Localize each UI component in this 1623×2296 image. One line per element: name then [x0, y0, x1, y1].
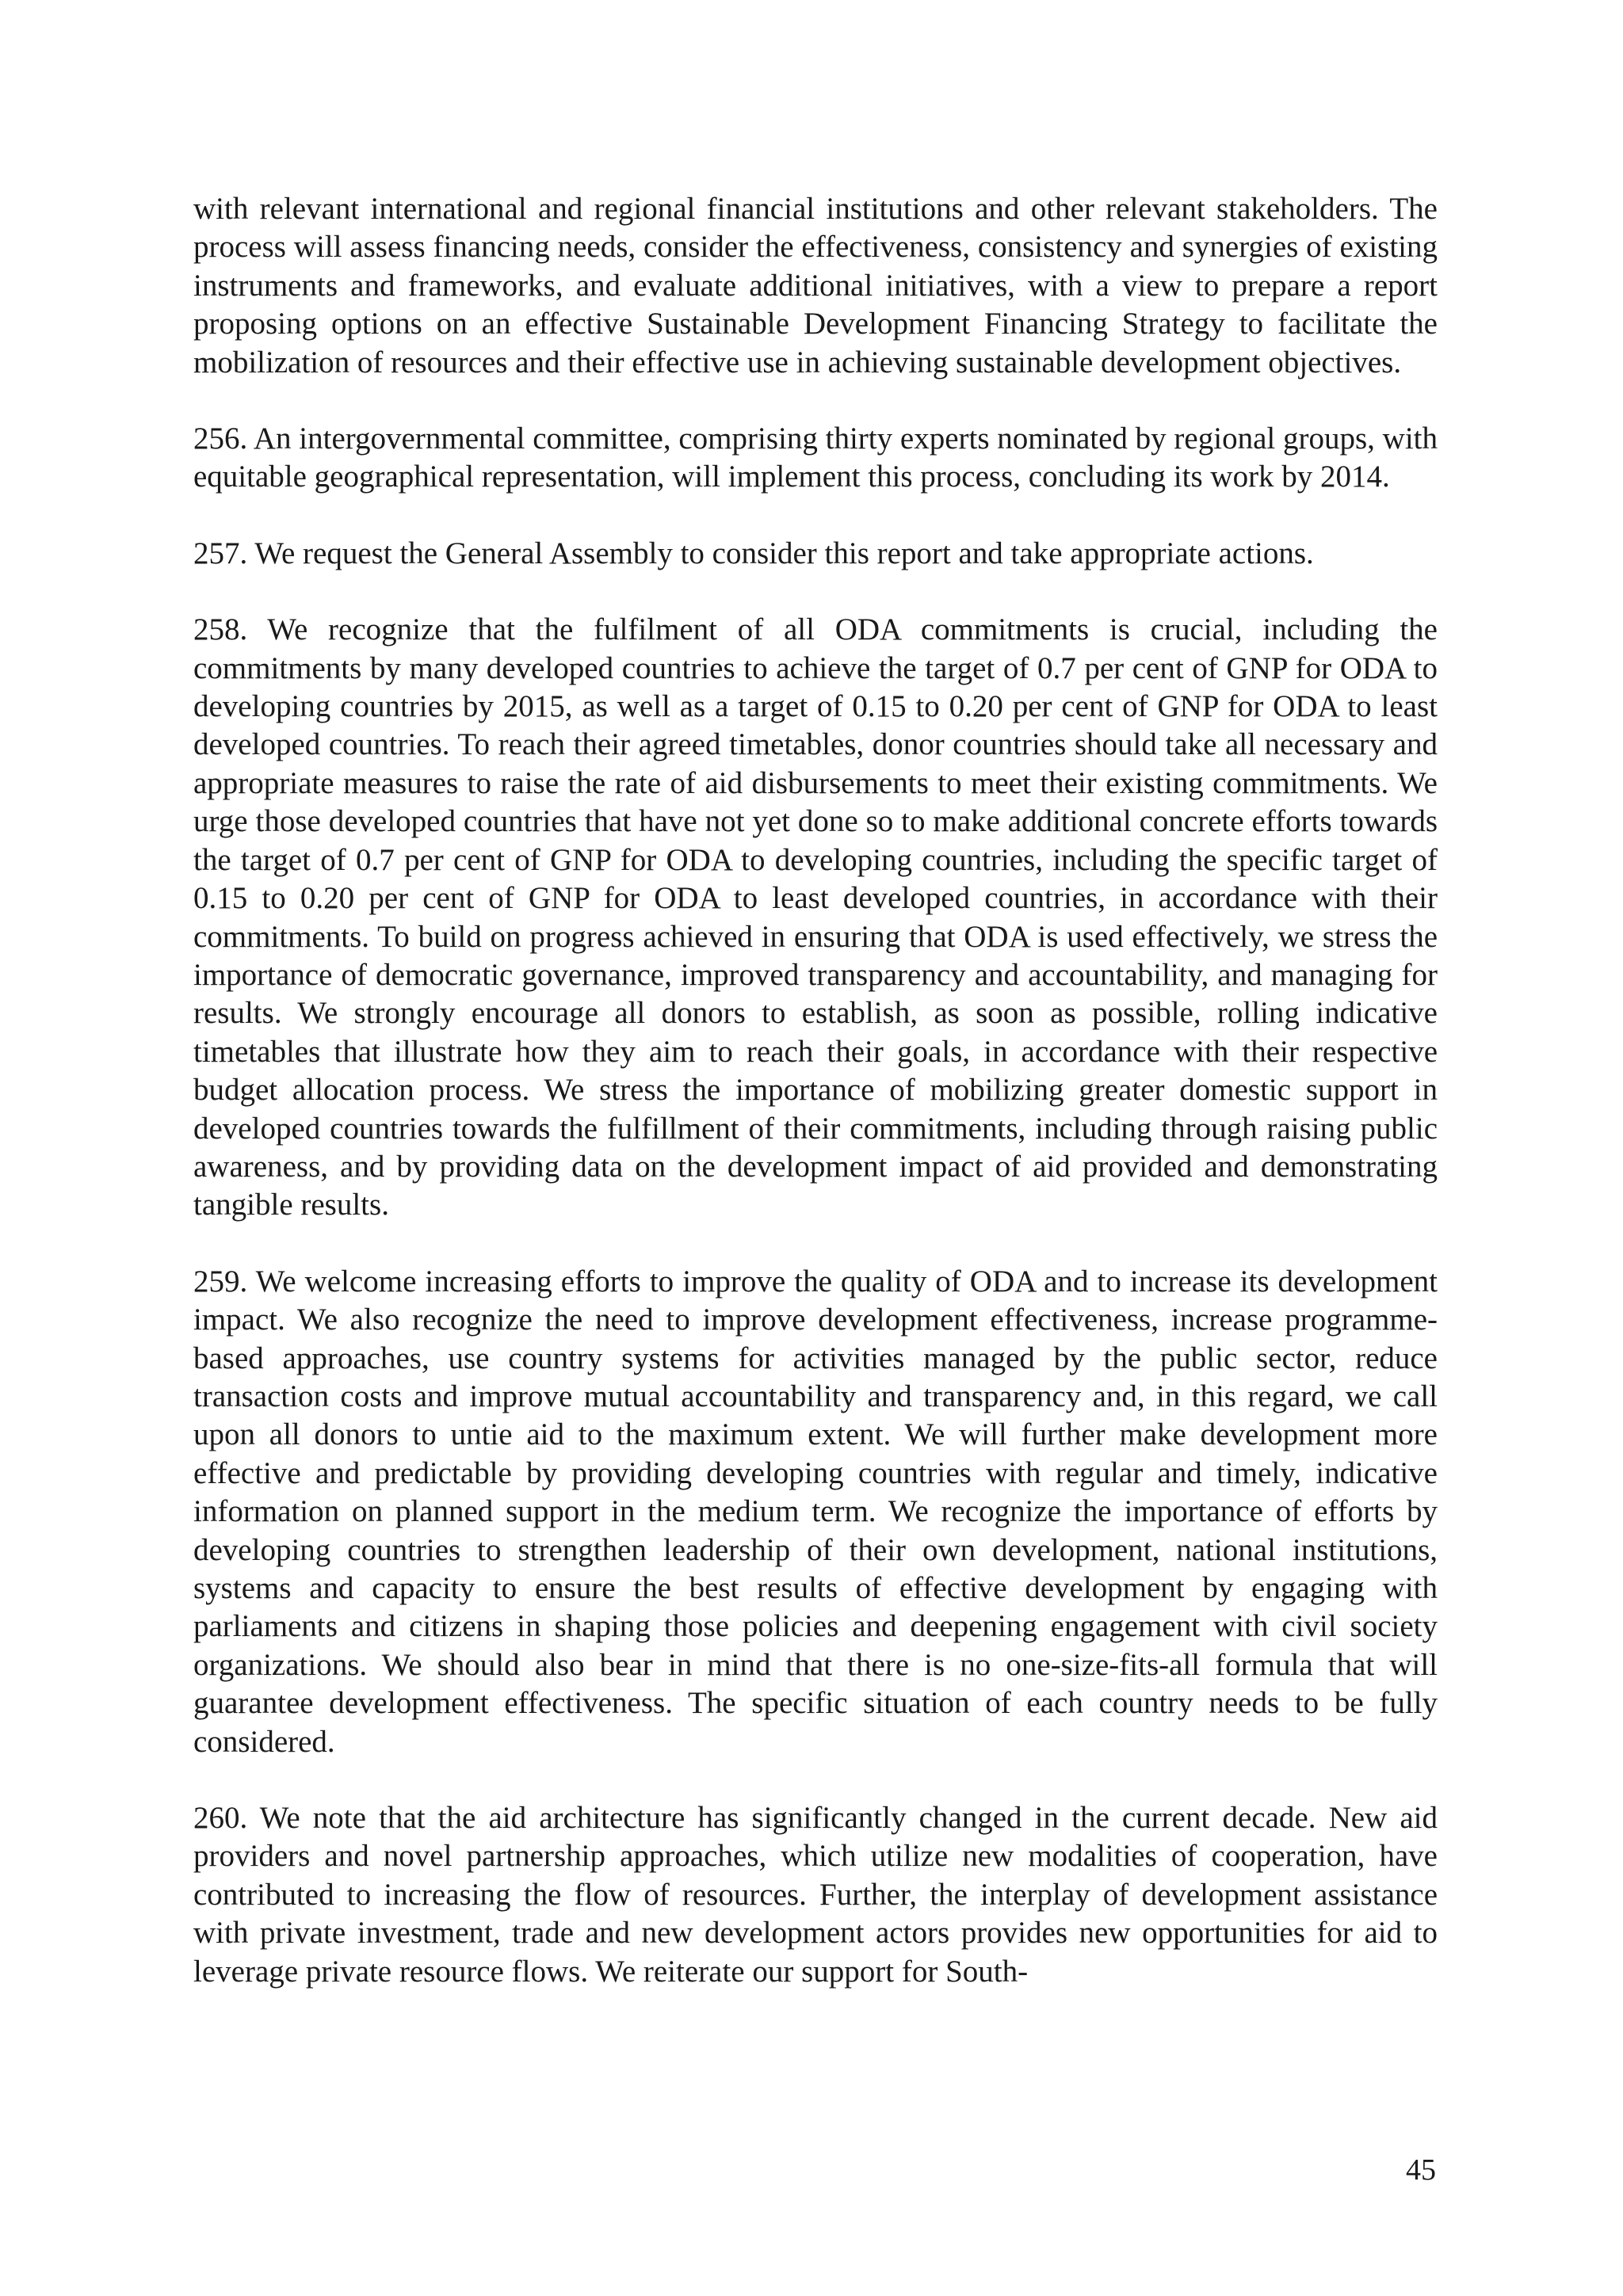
document-body	[193, 190, 1438, 1991]
paragraph-260: 260. We note that the aid architecture has significantly changed in the current decade. New aid providers and novel partnership approaches, which utilize new modalities of cooperation, have contributed to increasing the flow of resources. Further, the interplay of development assistance with private investment, trade and new development actors provides new opportunities for aid to leverage private resource flows. We reiterate our support for South-	[193, 1801, 1438, 1989]
paragraph-257: 257. We request the General Assembly to consider this report and take appropriate actions.	[193, 536, 1314, 570]
paragraph-256: 256. An intergovernmental committee, comprising thirty experts nominated by regional groups, with equitable geographical representation, will implement this process, concluding its work by 2014.	[193, 421, 1438, 494]
paragraph-continuation: with relevant international and regional financial institutions and other relevant stakeholders. The process will assess financing needs, consider the effectiveness, consistency and synergies of existing instruments and frameworks, and evaluate additional initiatives, with a view to prepare a report proposing options on an effective Sustainable Development Financing Strategy to facilitate the mobilization of resources and their effective use in achieving sustainable development objectives.	[193, 192, 1438, 379]
page-number: 45	[1406, 2153, 1436, 2187]
paragraph-259: 259. We welcome increasing efforts to improve the quality of ODA and to increase its development impact. We also recognize the need to improve development effectiveness, increase programme-based approaches, use country systems for activities managed by the public sector, reduce transaction costs and improve mutual accountability and transparency and, in this regard, we call upon all donors to untie aid to the maximum extent. We will further make development more effective and predictable by providing developing countries with regular and timely, indicative information on planned support in the medium term. We recognize the importance of efforts by developing countries to strengthen leadership of their own development, national institutions, systems and capacity to ensure the best results of effective development by engaging with parliaments and citizens in shaping those policies and deepening engagement with civil society organizations. We should also bear in mind that there is no one-size-fits-all formula that will guarantee development effectiveness. The specific situation of each country needs to be fully considered.	[193, 1264, 1438, 1759]
paragraph-258: 258. We recognize that the fulfilment of all ODA commitments is crucial, including the commitments by many developed countries to achieve the target of 0.7 per cent of GNP for ODA to developing countries by 2015, as well as a target of 0.15 to 0.20 per cent of GNP for ODA to least developed countries. To reach their agreed timetables, donor countries should take all necessary and appropriate measures to raise the rate of aid disbursements to meet their existing commitments. We urge those developed countries that have not yet done so to make additional concrete efforts towards the target of 0.7 per cent of GNP for ODA to developing countries, including the specific target of 0.15 to 0.20 per cent of GNP for ODA to least developed countries, in accordance with their commitments. To build on progress achieved in ensuring that ODA is used effectively, we stress the importance of democratic governance, improved transparency and accountability, and managing for results. We strongly encourage all donors to establish, as soon as possible, rolling indicative timetables that illustrate how they aim to reach their goals, in accordance with their respective budget allocation process. We stress the importance of mobilizing greater domestic support in developed countries towards the fulfillment of their commitments, including through raising public awareness, and by providing data on the development impact of aid provided and demonstrating tangible results.	[193, 612, 1438, 1222]
